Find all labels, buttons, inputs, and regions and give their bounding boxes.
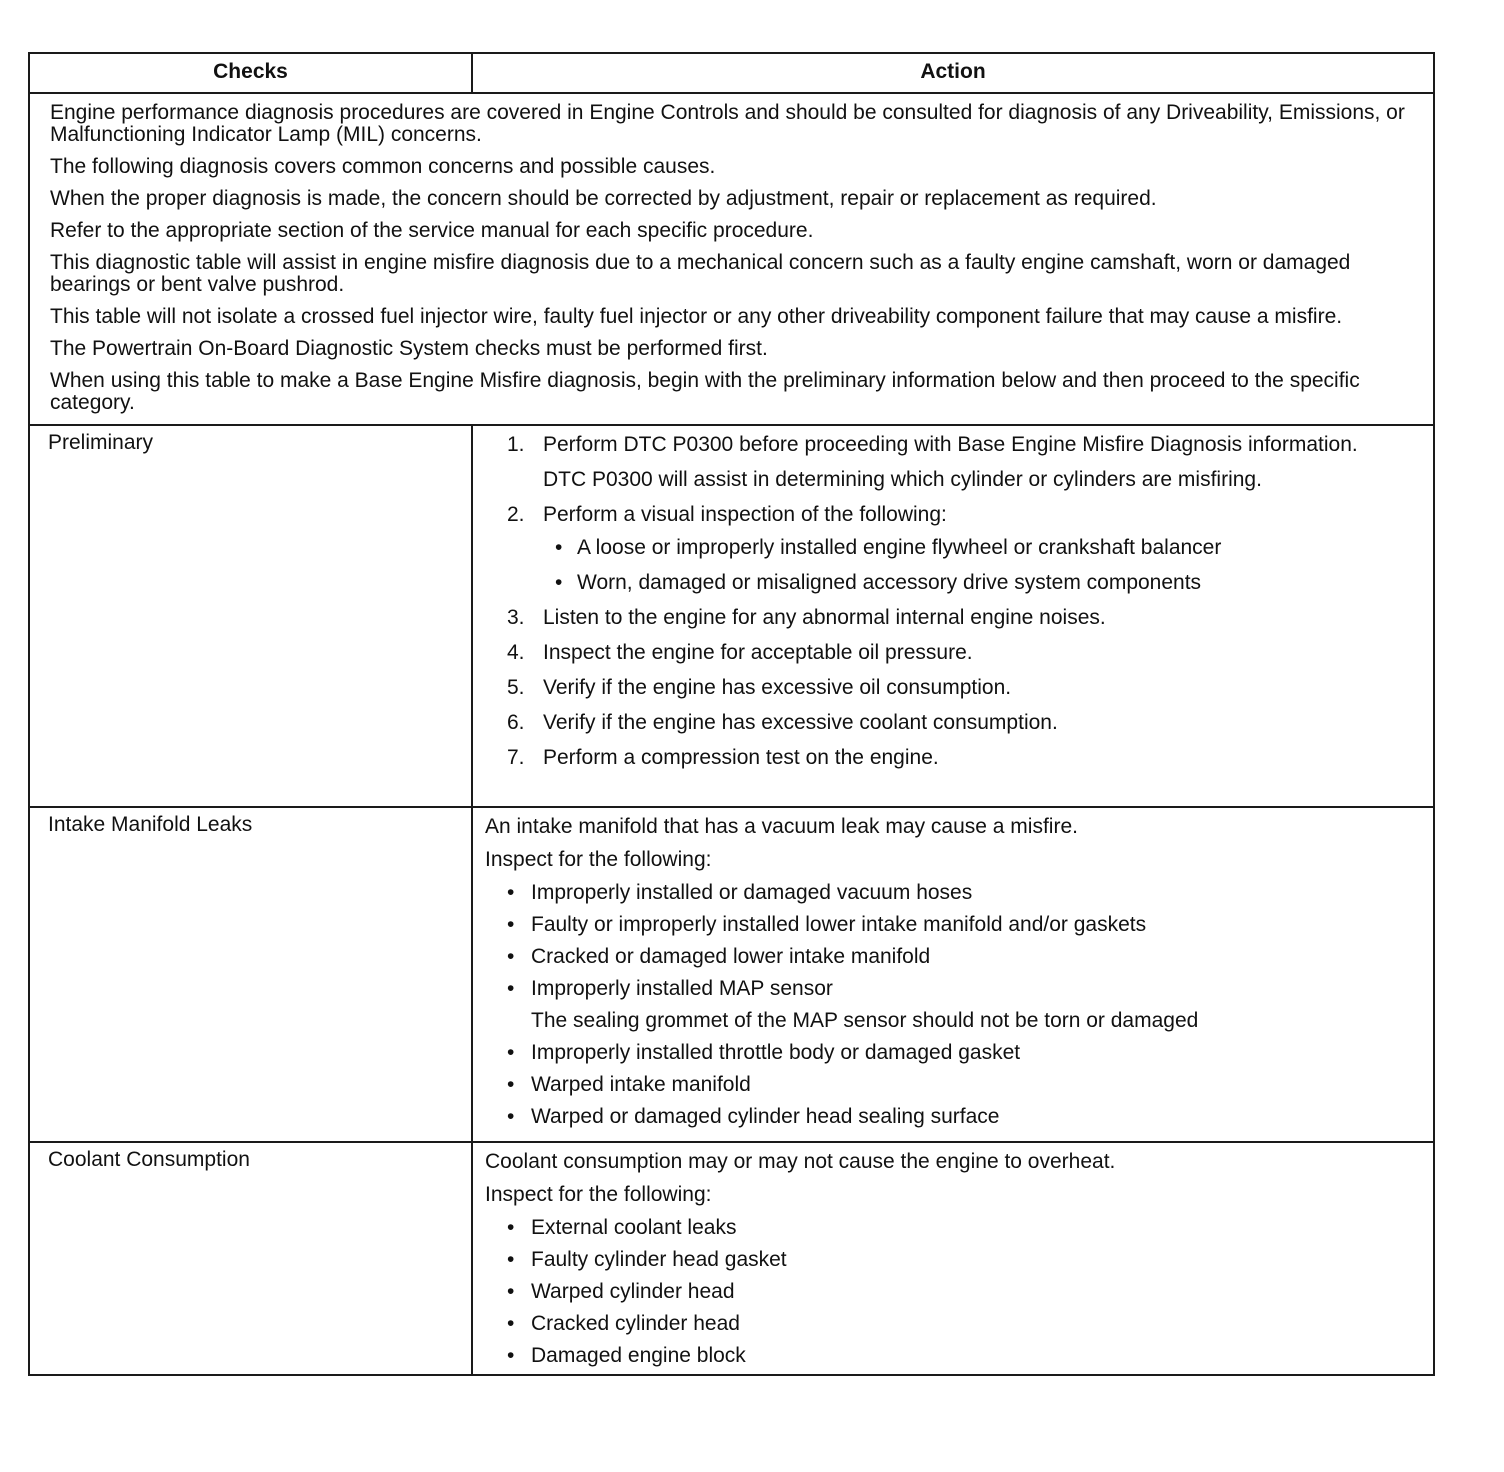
bullet-icon: •	[507, 1105, 515, 1128]
bullet-icon: •	[507, 1248, 515, 1271]
step-text: Perform DTC P0300 before proceeding with Base Engine Misfire Diagnosis information.	[543, 433, 1358, 456]
map-sensor-note: The sealing grommet of the MAP sensor should not be torn or damaged	[531, 1009, 1199, 1032]
intro-paragraph: Refer to the appropriate section of the service manual for each specific procedure.	[50, 219, 814, 242]
bullet-text: Faulty cylinder head gasket	[531, 1248, 787, 1271]
intro-row	[29, 93, 1434, 425]
list-item	[507, 1311, 1423, 1336]
step-text: Perform a visual inspection of the following:	[543, 503, 947, 526]
inspect-label: Inspect for the following:	[485, 1183, 712, 1206]
step-number: 5.	[507, 676, 525, 699]
bullet-icon: •	[507, 913, 515, 936]
check-label-coolant: Coolant Consumption	[29, 1142, 472, 1375]
step-text: Verify if the engine has excessive oil consumption.	[543, 676, 1012, 699]
bullet-text: A loose or improperly installed engine flywheel or crankshaft balancer	[577, 536, 1222, 559]
inspect-label: Inspect for the following:	[485, 848, 712, 871]
list-item	[507, 1040, 1423, 1065]
preliminary-steps	[485, 432, 1423, 770]
action-lead: An intake manifold that has a vacuum leak may cause a misfire.	[485, 815, 1078, 838]
bullet-text: Warped cylinder head	[531, 1280, 735, 1303]
step-item	[507, 675, 1423, 700]
list-item	[507, 976, 1423, 1033]
intro-cell	[29, 93, 1434, 425]
check-label-preliminary: Preliminary	[29, 425, 472, 807]
intro-paragraph: When using this table to make a Base Engine Misfire diagnosis, begin with the preliminary information below and then proceed to the specific category.	[50, 369, 1360, 414]
check-label-intake: Intake Manifold Leaks	[29, 807, 472, 1142]
list-item	[507, 1247, 1423, 1272]
intro-paragraph: Engine performance diagnosis procedures are covered in Engine Controls and should be consulted for diagnosis of any Driveability, Emissions, or Malfunctioning Indicator Lamp (MIL) concerns.	[50, 101, 1405, 146]
intake-bullets	[485, 880, 1423, 1129]
bullet-icon: •	[507, 1312, 515, 1335]
bullet-icon: •	[507, 1073, 515, 1096]
bullet-icon: •	[555, 536, 563, 559]
bullet-icon: •	[507, 945, 515, 968]
intro-paragraph: This table will not isolate a crossed fuel injector wire, faulty fuel injector or any other driveability component failure that may cause a misfire.	[50, 305, 1343, 328]
step-item	[507, 605, 1423, 630]
step-number: 6.	[507, 711, 525, 734]
action-cell-intake	[472, 807, 1434, 1142]
bullet-text: Cracked cylinder head	[531, 1312, 740, 1335]
action-cell-preliminary	[472, 425, 1434, 807]
bullet-text: Warped intake manifold	[531, 1073, 751, 1096]
action-header: Action	[472, 53, 1434, 93]
list-item	[507, 1104, 1423, 1129]
list-item	[555, 570, 1423, 595]
step-item	[507, 640, 1423, 665]
step-text: Inspect the engine for acceptable oil pressure.	[543, 641, 973, 664]
step-text: Verify if the engine has excessive coolant consumption.	[543, 711, 1058, 734]
bullet-icon: •	[507, 977, 515, 1000]
step-number: 1.	[507, 433, 525, 456]
bullet-text: Improperly installed or damaged vacuum hoses	[531, 881, 973, 904]
list-item	[507, 1343, 1423, 1368]
list-item	[555, 535, 1423, 560]
bullet-text: Warped or damaged cylinder head sealing surface	[531, 1105, 1000, 1128]
step-number: 7.	[507, 746, 525, 769]
bullet-text: Faulty or improperly installed lower intake manifold and/or gaskets	[531, 913, 1147, 936]
coolant-bullets	[485, 1215, 1423, 1368]
bullet-icon: •	[507, 1216, 515, 1239]
action-lead: Coolant consumption may or may not cause the engine to overheat.	[485, 1150, 1116, 1173]
bullet-text: External coolant leaks	[531, 1216, 737, 1239]
bullet-icon: •	[507, 1041, 515, 1064]
bullet-icon: •	[507, 881, 515, 904]
step-text: Perform a compression test on the engine.	[543, 746, 939, 769]
list-item	[507, 1215, 1423, 1240]
list-item	[507, 912, 1423, 937]
intro-paragraph: The following diagnosis covers common concerns and possible causes.	[50, 155, 716, 178]
bullet-text: Worn, damaged or misaligned accessory drive system components	[577, 571, 1202, 594]
bullet-icon: •	[555, 571, 563, 594]
intake-row	[29, 807, 1434, 1142]
intro-paragraph: When the proper diagnosis is made, the concern should be corrected by adjustment, repair or replacement as required.	[50, 187, 1157, 210]
coolant-row	[29, 1142, 1434, 1375]
bullet-icon: •	[507, 1344, 515, 1367]
step-item	[507, 432, 1423, 492]
bullet-text: Damaged engine block	[531, 1344, 746, 1367]
step-number: 3.	[507, 606, 525, 629]
bullet-text: Improperly installed throttle body or damaged gasket	[531, 1041, 1021, 1064]
bullet-text: Improperly installed MAP sensor	[531, 977, 833, 1000]
step-number: 4.	[507, 641, 525, 664]
intro-paragraph: This diagnostic table will assist in engine misfire diagnosis due to a mechanical concern such as a faulty engine camshaft, worn or damaged bearings or bent valve pushrod.	[50, 251, 1351, 296]
step-number: 2.	[507, 503, 525, 526]
checks-header: Checks	[29, 53, 472, 93]
step-note: DTC P0300 will assist in determining which cylinder or cylinders are misfiring.	[543, 468, 1262, 491]
list-item	[507, 880, 1423, 905]
step-item	[507, 710, 1423, 735]
list-item	[507, 1072, 1423, 1097]
step-bullets	[543, 535, 1423, 595]
list-item	[507, 944, 1423, 969]
preliminary-row	[29, 425, 1434, 807]
action-cell-coolant	[472, 1142, 1434, 1375]
bullet-icon: •	[507, 1280, 515, 1303]
diagnosis-table	[28, 52, 1435, 1376]
step-text: Listen to the engine for any abnormal internal engine noises.	[543, 606, 1106, 629]
intro-paragraph: The Powertrain On-Board Diagnostic System checks must be performed first.	[50, 337, 768, 360]
list-item	[507, 1279, 1423, 1304]
bullet-text: Cracked or damaged lower intake manifold	[531, 945, 931, 968]
step-item	[507, 745, 1423, 770]
header-row	[29, 53, 1434, 93]
step-item	[507, 502, 1423, 595]
